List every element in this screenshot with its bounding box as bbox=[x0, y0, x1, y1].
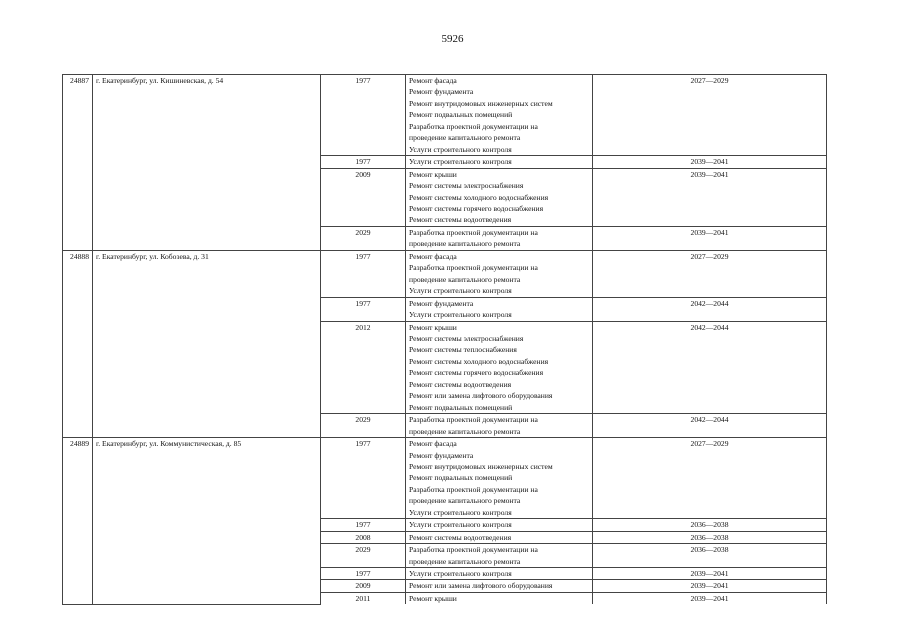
table-row bbox=[63, 75, 827, 156]
work-item: Ремонт системы теплоснабжения bbox=[409, 345, 517, 355]
table-row bbox=[63, 438, 827, 519]
period-cell: 2039—2041 bbox=[593, 226, 827, 250]
works-cell bbox=[406, 168, 593, 226]
work-item: Разработка проектной документации на bbox=[409, 484, 538, 494]
period-cell: 2042—2044 bbox=[593, 414, 827, 438]
year-cell: 2029 bbox=[321, 544, 406, 568]
work-item: Услуги строительного контроля bbox=[409, 507, 512, 517]
year-cell: 1977 bbox=[321, 438, 406, 519]
period-cell: 2036—2038 bbox=[593, 531, 827, 543]
address-cell: г. Екатеринбург, ул. Коммунистическая, д. 85 bbox=[93, 438, 321, 605]
year-cell: 2029 bbox=[321, 226, 406, 250]
period-cell: 2039—2041 bbox=[593, 568, 827, 580]
period-cell: 2039—2041 bbox=[593, 156, 827, 168]
works-cell bbox=[406, 414, 593, 438]
period-cell: 2042—2044 bbox=[593, 297, 827, 321]
work-item: Ремонт системы водоотведения bbox=[409, 215, 512, 225]
house-number-cell: 24888 bbox=[63, 250, 93, 437]
work-item: Ремонт системы холодного водоснабжения bbox=[409, 192, 549, 202]
work-item: Услуги строительного контроля bbox=[409, 157, 512, 167]
work-item: Ремонт системы горячего водоснабжения bbox=[409, 203, 544, 213]
work-item: проведение капитального ремонта bbox=[409, 496, 521, 506]
table-row bbox=[63, 250, 827, 297]
capital-repair-table bbox=[62, 74, 827, 605]
period-cell: 2027—2029 bbox=[593, 438, 827, 519]
year-cell: 2011 bbox=[321, 592, 406, 604]
work-item: Разработка проектной документации на bbox=[409, 545, 538, 555]
work-item: Ремонт подвальных помещений bbox=[409, 110, 513, 120]
house-number-cell: 24889 bbox=[63, 438, 93, 605]
works-cell bbox=[406, 592, 593, 604]
work-item: Ремонт или замена лифтового оборудования bbox=[409, 391, 553, 401]
work-item: Ремонт системы электроснабжения bbox=[409, 181, 524, 191]
year-cell: 1977 bbox=[321, 297, 406, 321]
work-item: Разработка проектной документации на bbox=[409, 121, 538, 131]
period-cell: 2036—2038 bbox=[593, 544, 827, 568]
works-cell bbox=[406, 438, 593, 519]
work-item: Разработка проектной документации на bbox=[409, 263, 538, 273]
work-item: Разработка проектной документации на bbox=[409, 415, 538, 425]
address-cell: г. Екатеринбург, ул. Кобозева, д. 31 bbox=[93, 250, 321, 437]
page-number: 5926 bbox=[441, 33, 464, 45]
work-item: Ремонт системы холодного водоснабжения bbox=[409, 356, 549, 366]
year-cell: 2029 bbox=[321, 414, 406, 438]
works-cell bbox=[406, 544, 593, 568]
year-cell: 2009 bbox=[321, 580, 406, 592]
work-item: Ремонт подвальных помещений bbox=[409, 473, 513, 483]
work-item: Услуги строительного контроля bbox=[409, 569, 512, 579]
house-number-cell: 24887 bbox=[63, 75, 93, 251]
work-item: Услуги строительного контроля bbox=[409, 310, 512, 320]
work-item: Ремонт фундамента bbox=[409, 298, 474, 308]
year-cell: 1977 bbox=[321, 568, 406, 580]
period-cell: 2039—2041 bbox=[593, 168, 827, 226]
works-cell bbox=[406, 568, 593, 580]
year-cell: 1977 bbox=[321, 519, 406, 531]
work-item: Ремонт крыши bbox=[409, 593, 457, 603]
work-item: Ремонт внутридомовых инженерных систем bbox=[409, 98, 553, 108]
work-item: Ремонт фундамента bbox=[409, 87, 474, 97]
works-cell bbox=[406, 321, 593, 414]
table-body bbox=[63, 75, 827, 605]
works-cell bbox=[406, 580, 593, 592]
work-item: Ремонт системы электроснабжения bbox=[409, 333, 524, 343]
work-item: проведение капитального ремонта bbox=[409, 274, 521, 284]
works-cell bbox=[406, 250, 593, 297]
period-cell: 2027—2029 bbox=[593, 75, 827, 156]
period-cell: 2027—2029 bbox=[593, 250, 827, 297]
work-item: Ремонт или замена лифтового оборудования bbox=[409, 581, 553, 591]
work-item: Ремонт системы водоотведения bbox=[409, 379, 512, 389]
works-cell bbox=[406, 297, 593, 321]
works-cell bbox=[406, 75, 593, 156]
period-cell: 2039—2041 bbox=[593, 592, 827, 604]
works-cell bbox=[406, 519, 593, 531]
works-cell bbox=[406, 226, 593, 250]
year-cell: 1977 bbox=[321, 156, 406, 168]
works-cell bbox=[406, 156, 593, 168]
work-item: Разработка проектной документации на bbox=[409, 227, 538, 237]
works-cell bbox=[406, 531, 593, 543]
work-item: проведение капитального ремонта bbox=[409, 556, 521, 566]
address-cell: г. Екатеринбург, ул. Кишиневская, д. 54 bbox=[93, 75, 321, 251]
work-item: Ремонт внутридомовых инженерных систем bbox=[409, 461, 553, 471]
year-cell: 1977 bbox=[321, 250, 406, 297]
period-cell: 2042—2044 bbox=[593, 321, 827, 414]
year-cell: 2008 bbox=[321, 531, 406, 543]
work-item: Ремонт системы водоотведения bbox=[409, 532, 512, 542]
year-cell: 2009 bbox=[321, 168, 406, 226]
year-cell: 2012 bbox=[321, 321, 406, 414]
work-item: Услуги строительного контроля bbox=[409, 520, 512, 530]
work-item: Ремонт крыши bbox=[409, 169, 457, 179]
period-cell: 2039—2041 bbox=[593, 580, 827, 592]
work-item: Ремонт фасада bbox=[409, 76, 457, 85]
work-item: Ремонт крыши bbox=[409, 322, 457, 332]
work-item: Ремонт фундамента bbox=[409, 450, 474, 460]
work-item: Ремонт подвальных помещений bbox=[409, 402, 513, 412]
work-item: Ремонт фасада bbox=[409, 439, 457, 449]
work-item: Услуги строительного контроля bbox=[409, 144, 512, 154]
year-cell: 1977 bbox=[321, 75, 406, 156]
period-cell: 2036—2038 bbox=[593, 519, 827, 531]
work-item: проведение капитального ремонта bbox=[409, 239, 521, 249]
work-item: Ремонт системы горячего водоснабжения bbox=[409, 368, 544, 378]
work-item: Ремонт фасада bbox=[409, 251, 457, 261]
work-item: проведение капитального ремонта bbox=[409, 133, 521, 143]
work-item: проведение капитального ремонта bbox=[409, 426, 521, 436]
work-item: Услуги строительного контроля bbox=[409, 286, 512, 296]
